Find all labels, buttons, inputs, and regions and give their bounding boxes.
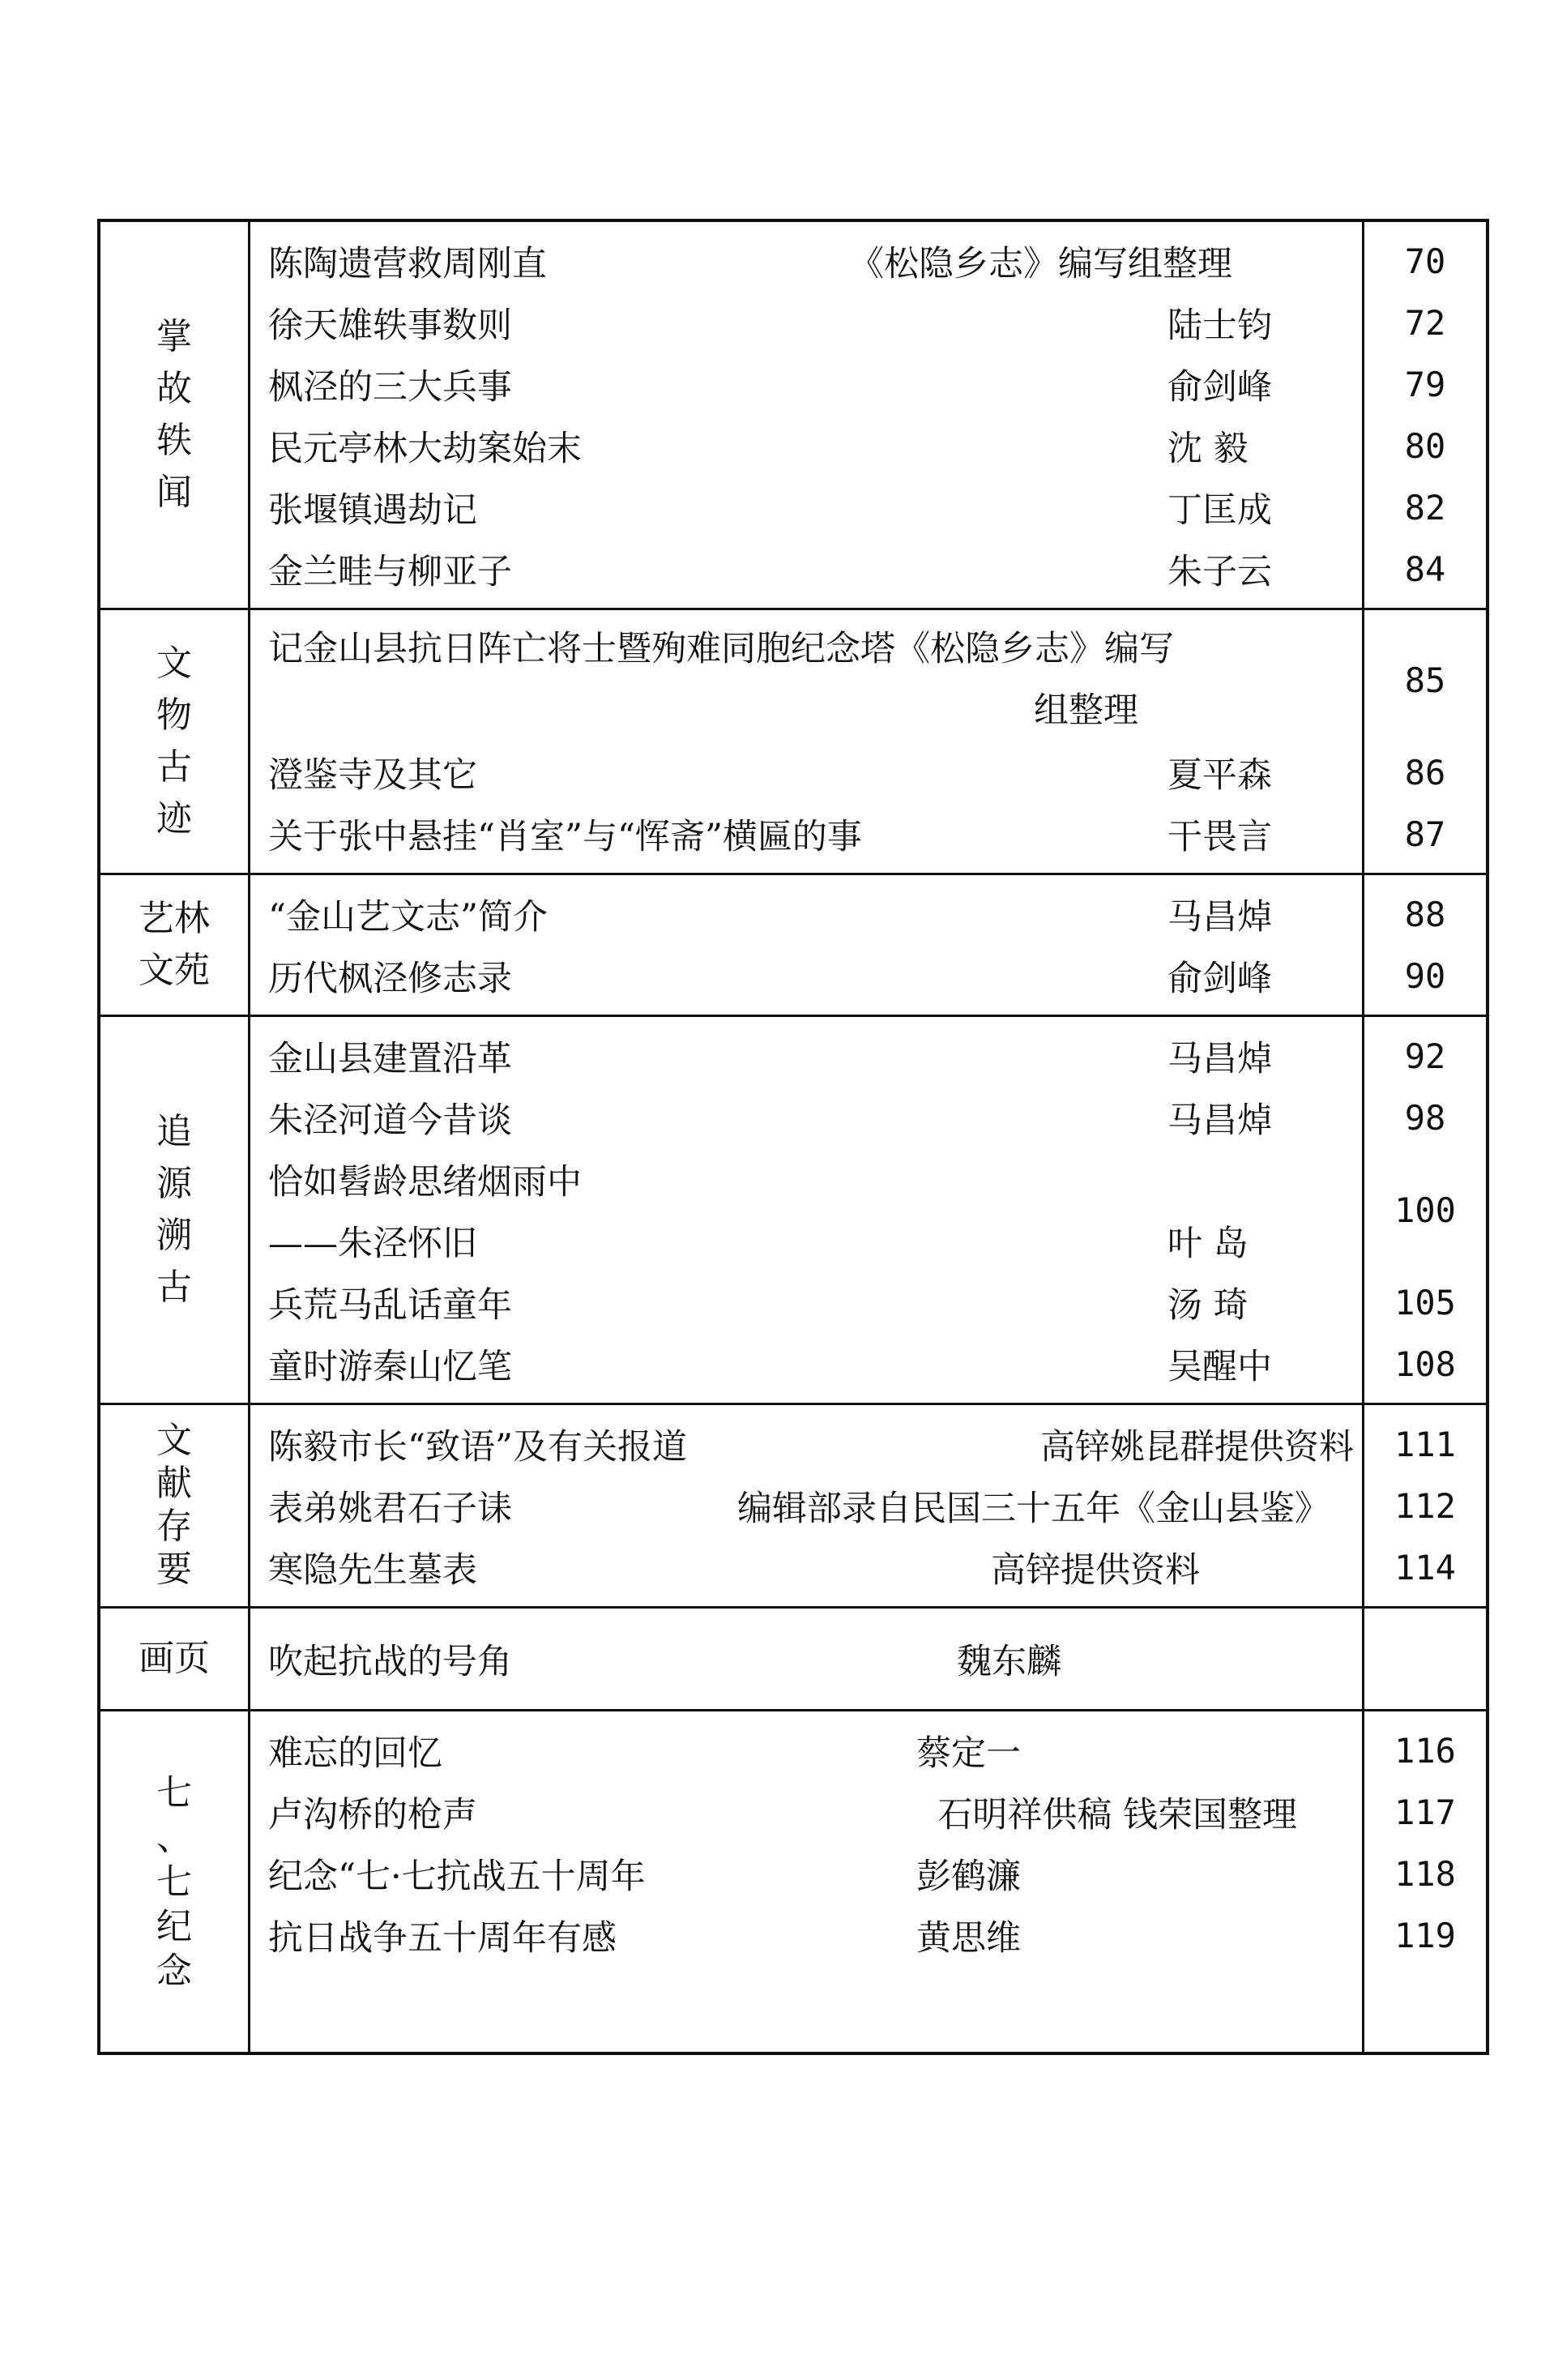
- toc-entry: 记金山县抗日阵亡将士暨殉难同胞纪念塔《松隐乡志》编写 组整理: [268, 629, 1174, 731]
- section-name: 追 源 溯 古: [99, 1016, 250, 1404]
- section-entries: [250, 1608, 1364, 1711]
- toc-entry: 徐天雄轶事数则 陆士钧: [268, 305, 1272, 346]
- page-number: 84: [1404, 549, 1446, 589]
- page-number: 79: [1404, 364, 1446, 404]
- section-name: 掌 故 轶 闻: [99, 220, 250, 609]
- page-number: 92: [1404, 1036, 1446, 1076]
- toc-entry: 澄鉴寺及其它 夏平森: [268, 754, 1272, 796]
- page-number: 114: [1394, 1547, 1456, 1587]
- toc-entry: “金山艺文志”简介 马昌焯: [268, 896, 1272, 938]
- section-pages: [1364, 1711, 1488, 2054]
- toc-section: [99, 1711, 1488, 2054]
- toc-entry: ——朱泾怀旧 叶 岛: [268, 1223, 1249, 1264]
- section-pages: [1364, 874, 1488, 1016]
- toc-entry: 表弟姚君石子诔 编辑部录自民国三十五年《金山县鉴》: [268, 1488, 1330, 1529]
- page-number: 70: [1404, 241, 1446, 281]
- page-number: 119: [1394, 1915, 1456, 1955]
- toc-section: [99, 1608, 1488, 1711]
- toc-entry: 朱泾河道今昔谈 马昌焯: [268, 1100, 1272, 1141]
- toc-entry: 金兰畦与柳亚子 朱子云: [268, 551, 1272, 592]
- page-number: 86: [1404, 752, 1446, 793]
- page-number: 72: [1404, 302, 1446, 343]
- section-entries: [250, 220, 1364, 609]
- section-pages: [1364, 1608, 1488, 1711]
- toc-section: [99, 874, 1488, 1016]
- page-number: 80: [1404, 425, 1446, 466]
- page-number: 111: [1394, 1424, 1456, 1464]
- section-entries: [250, 874, 1364, 1016]
- toc-entry: 难忘的回忆 蔡定一: [268, 1733, 1021, 1774]
- toc-section: [99, 1016, 1488, 1404]
- toc-entry: 关于张中悬挂“肖室”与“恽斋”横匾的事 干畏言: [268, 816, 1272, 857]
- page-number: 116: [1394, 1730, 1456, 1771]
- toc-section: [99, 609, 1488, 874]
- toc-entry: 寒隐先生墓表 高锌提供资料: [268, 1549, 1200, 1591]
- toc-section: [99, 1404, 1488, 1608]
- page-number: 87: [1404, 814, 1446, 854]
- toc-entry: 纪念“七·七抗战五十周年 彭鹤濂: [268, 1856, 1021, 1897]
- section-pages: [1364, 1016, 1488, 1404]
- toc-entry: 陈陶遗营救周刚直 《松隐乡志》编写组整理: [268, 243, 1232, 284]
- section-name: 文 物 古 迹: [99, 609, 250, 874]
- section-name: 文 献 存 要: [99, 1404, 250, 1608]
- page-number: 90: [1404, 955, 1446, 996]
- toc-section: [99, 220, 1488, 609]
- toc-entry: 民元亭林大劫案始末 沈 毅: [268, 428, 1249, 469]
- page-number: 98: [1404, 1097, 1446, 1138]
- page-number: 105: [1394, 1282, 1456, 1322]
- page-number: 88: [1404, 894, 1446, 934]
- toc-entry: 张堰镇遇劫记 丁匡成: [268, 489, 1272, 531]
- section-name: 画页: [99, 1608, 250, 1711]
- page-number: [1364, 1628, 1486, 1690]
- section-pages: [1364, 609, 1488, 874]
- page-number: 117: [1394, 1792, 1456, 1832]
- page-number: 112: [1394, 1485, 1456, 1526]
- toc-entry: 陈毅市长“致语”及有关报道 高锌姚昆群提供资料: [268, 1426, 1354, 1468]
- table-of-contents: [97, 219, 1489, 2055]
- toc-entry: 枫泾的三大兵事 俞剑峰: [268, 366, 1272, 408]
- section-entries: [250, 609, 1364, 874]
- section-entries: [250, 1016, 1364, 1404]
- toc-entry: 吹起抗战的号角 魏东麟: [268, 1641, 1061, 1682]
- toc-entry: 兵荒马乱话童年 汤 琦: [268, 1284, 1249, 1326]
- section-pages: [1364, 1404, 1488, 1608]
- page-number: 108: [1394, 1344, 1456, 1384]
- section-entries: [250, 1711, 1364, 2054]
- toc-entry: 历代枫泾修志录 俞剑峰: [268, 958, 1272, 999]
- section-entries: [250, 1404, 1364, 1608]
- toc-entry: 金山县建置沿革 马昌焯: [268, 1038, 1272, 1079]
- page-number: 100: [1394, 1190, 1456, 1230]
- section-pages: [1364, 220, 1488, 609]
- toc-entry: 恰如髫龄思绪烟雨中: [268, 1161, 582, 1203]
- page-number: 118: [1394, 1853, 1456, 1894]
- page-number: 85: [1404, 660, 1446, 700]
- toc-entry: 卢沟桥的枪声 石明祥供稿 钱荣国整理: [268, 1794, 1297, 1835]
- toc-entry: 童时游秦山忆笔 吴醒中: [268, 1346, 1272, 1387]
- section-name: 艺林 文苑: [99, 874, 250, 1016]
- section-name: 七 、 七 纪 念: [99, 1711, 250, 2054]
- page-number: 82: [1404, 487, 1446, 528]
- toc-entry: 抗日战争五十周年有感 黄思维: [268, 1917, 1021, 1959]
